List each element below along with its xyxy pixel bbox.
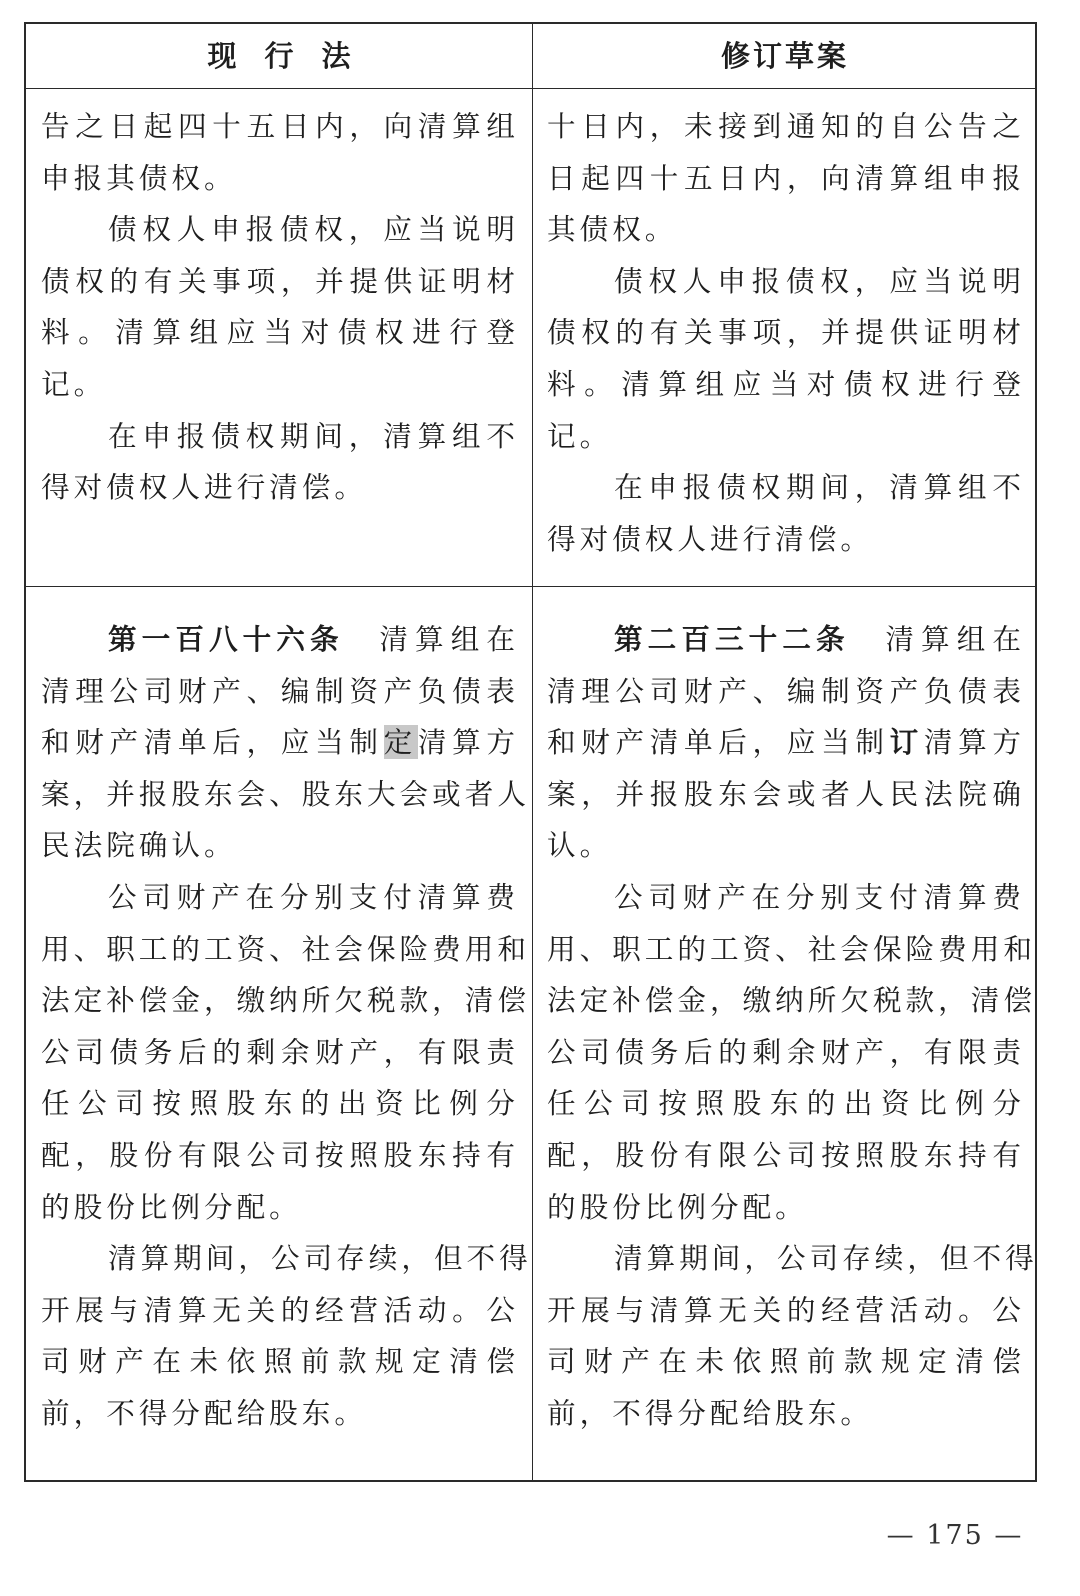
text-line: 法定补偿金，缴纳所欠税款，清偿 [41,983,530,1018]
text-line: 开展与清算无关的经营活动。公 [547,1292,1025,1327]
comparison-table [24,22,1037,1482]
text-line: 在申报债权期间，清算组不 [108,418,519,453]
text-line: 用、职工的工资、社会保险费用和 [41,931,530,966]
header-divider [26,88,1035,89]
text-line: 法定补偿金，缴纳所欠税款，清偿 [547,983,1036,1018]
text-line: 用、职工的工资、社会保险费用和 [547,931,1036,966]
highlighted-char: 定 [383,725,418,760]
column-divider [532,24,533,1480]
text-segment: 和财产清单后，应当制 [41,725,384,760]
text-line: 债权的有关事项，并提供证明材 [41,263,519,298]
article-label: 第一百八十六条 [108,622,344,656]
text-line [547,717,1025,769]
text-line: 记。 [547,418,613,453]
text-line [41,717,519,769]
text-line: 记。 [41,366,107,401]
text-segment: 清算组在 [379,622,519,656]
text-line: 公司财产在分别支付清算费 [614,879,1025,914]
text-segment: 清算方 [923,725,1025,760]
amended-char: 订 [889,725,924,760]
text-line: 日起四十五日内，向清算组申报 [547,160,1025,195]
text-line: 前，不得分配给股东。 [547,1395,873,1430]
header-current-law: 现行法 [207,39,379,73]
text-line: 清算期间，公司存续，但不得 [614,1241,1038,1276]
text-line: 民法院确认。 [41,828,237,863]
text-line: 料。清算组应当对债权进行登 [41,315,519,350]
text-line: 公司财产在分别支付清算费 [108,879,519,914]
row2-current-law-cell [41,614,532,1440]
text-line: 告之日起四十五日内，向清算组 [41,109,519,143]
row-divider [26,586,1035,587]
row2-revised-draft-cell [547,614,1038,1440]
text-line: 得对债权人进行清偿。 [547,521,873,556]
text-line: 案，并报股东会、股东大会或者人 [41,776,530,811]
text-line: 司财产在未依照前款规定清偿 [547,1344,1025,1379]
text-line: 的股份比例分配。 [547,1189,808,1224]
text-line: 清理公司财产、编制资产负债表 [547,673,1025,708]
page-number: — 175 — [886,1520,1024,1551]
text-line: 公司债务后的剩余财产，有限责 [41,1034,519,1069]
text-line: 债权人申报债权，应当说明 [614,263,1025,298]
text-line: 其债权。 [547,212,678,247]
text-line: 料。清算组应当对债权进行登 [547,366,1025,401]
text-line: 债权人申报债权，应当说明 [108,212,519,247]
text-line: 的股份比例分配。 [41,1189,302,1224]
text-line: 债权的有关事项，并提供证明材 [547,315,1025,350]
text-line: 公司债务后的剩余财产，有限责 [547,1034,1025,1069]
article-label: 第二百三十二条 [614,622,850,656]
row1-revised-draft-cell [547,101,1025,565]
text-line: 申报其债权。 [41,160,237,195]
text-line: 前，不得分配给股东。 [41,1395,367,1430]
text-line: 在申报债权期间，清算组不 [614,470,1025,505]
text-line: 配，股份有限公司按照股东持有 [41,1137,519,1172]
text-line: 配，股份有限公司按照股东持有 [547,1137,1025,1172]
text-line: 认。 [547,828,613,863]
text-line: 十日内，未接到通知的自公告之 [547,109,1025,143]
text-line: 清理公司财产、编制资产负债表 [41,673,519,708]
article-first-line [547,614,1025,666]
text-line: 司财产在未依照前款规定清偿 [41,1344,519,1379]
header-revised-draft: 修订草案 [720,39,849,73]
article-first-line [41,614,519,666]
text-line: 得对债权人进行清偿。 [41,470,367,505]
text-line: 开展与清算无关的经营活动。公 [41,1292,519,1327]
row1-current-law-cell [41,101,519,514]
text-line: 任公司按照股东的出资比例分 [547,1086,1025,1121]
text-segment: 和财产清单后，应当制 [547,725,890,760]
text-line: 清算期间，公司存续，但不得 [108,1241,532,1276]
text-line: 案，并报股东会或者人民法院确 [547,776,1025,811]
text-segment: 清算组在 [885,622,1025,656]
text-segment: 清算方 [417,725,519,760]
text-line: 任公司按照股东的出资比例分 [41,1086,519,1121]
